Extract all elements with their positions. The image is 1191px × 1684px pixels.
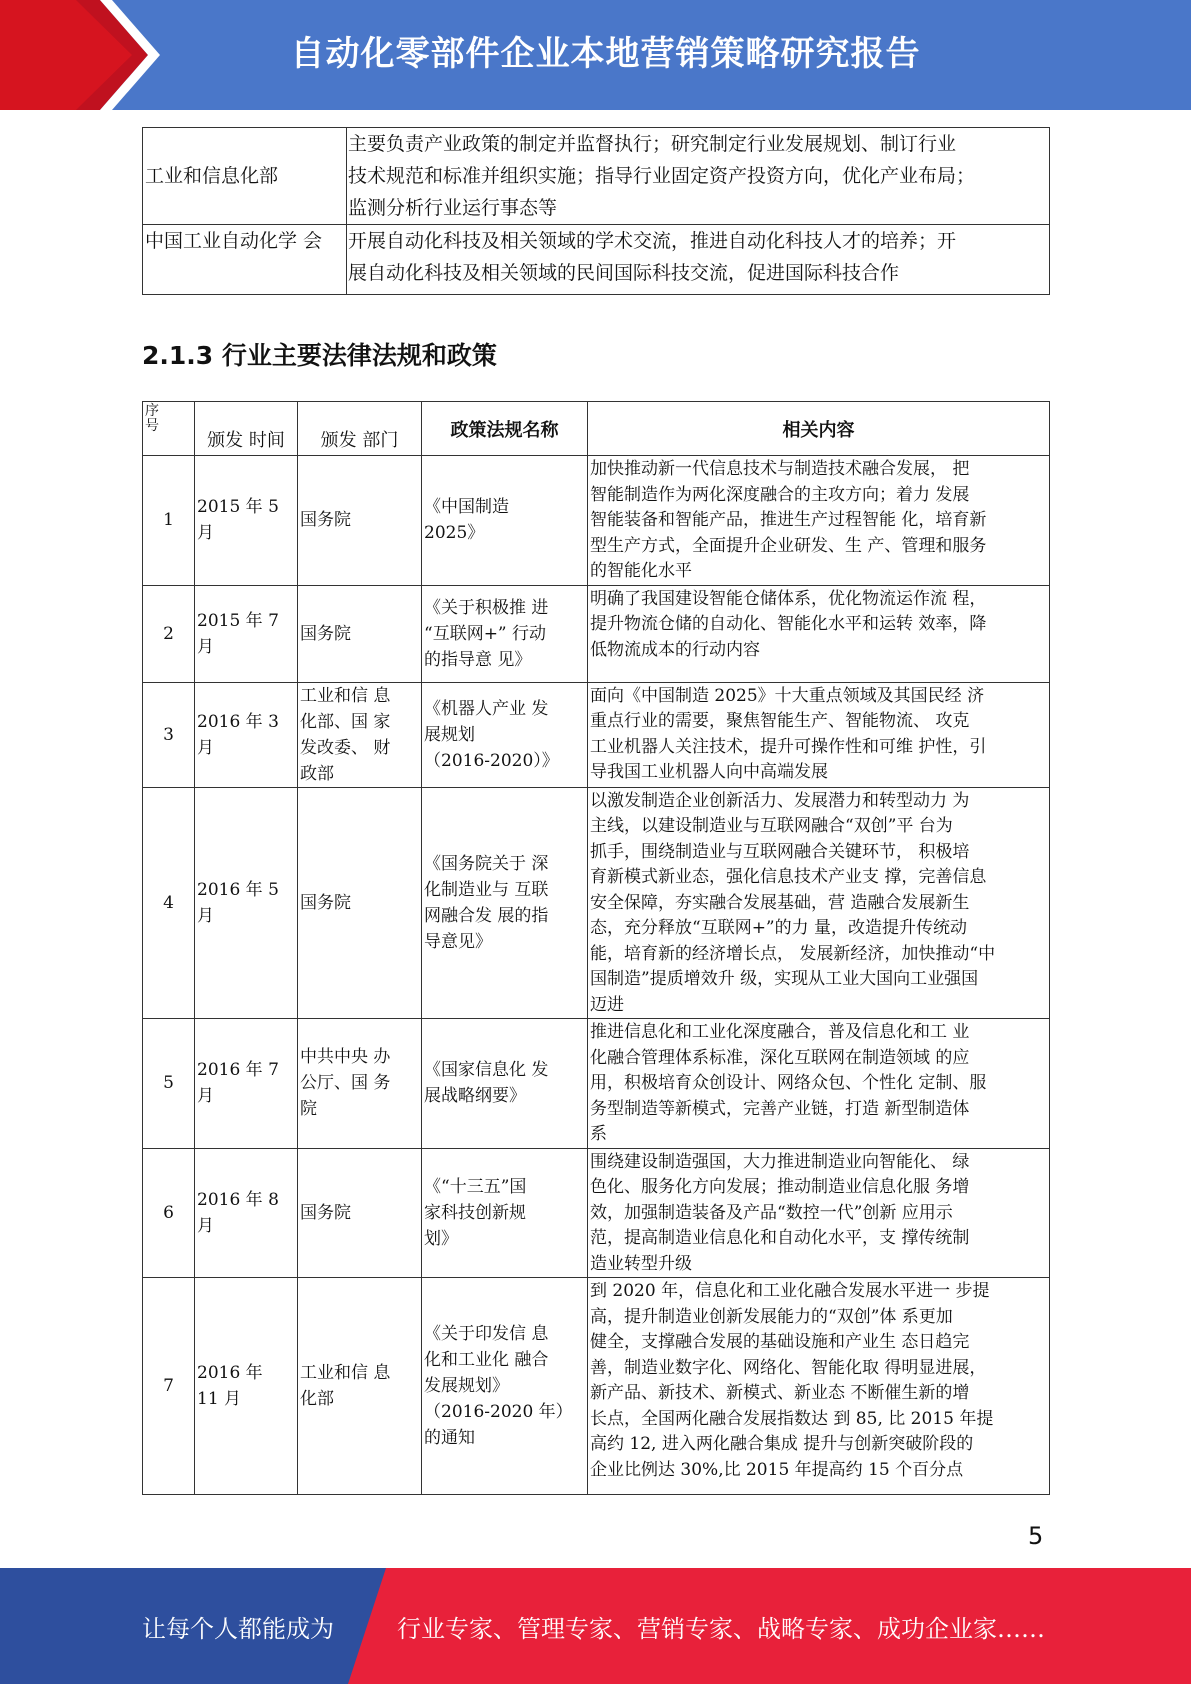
policy-content-line: 以激发制造企业创新活力、发展潜力和转型动力 为 xyxy=(590,790,970,811)
issue-time-line: 月 xyxy=(197,636,214,657)
issue-time-line: 11 月 xyxy=(197,1389,242,1409)
policy-content-line: 系 xyxy=(590,1124,607,1144)
policy-content-line: 到 2020 年，信息化和工业化融合发展水平进一 步提 xyxy=(590,1281,990,1301)
org-description-line: 展自动化科技及相关领域的民间国际科技交流，促进国际科技合作 xyxy=(348,262,900,284)
issuing-dept-line: 发改委、 财 xyxy=(300,737,391,758)
policy-name-line: 《机器人产业 发 xyxy=(424,698,549,719)
policy-content-line: 色化、服务化方向发展；推动制造业信息化服 务增 xyxy=(590,1177,970,1197)
header-banner xyxy=(0,0,1191,110)
policy-row xyxy=(143,1148,1050,1278)
policy-content-line: 提升物流仓储的自动化、智能化水平和运转 效率，降 xyxy=(590,614,987,634)
policy-name-line: 《中国制造 xyxy=(424,497,509,518)
issue-time xyxy=(195,1278,298,1495)
policy-content-line: 智能制造作为两化深度融合的主攻方向；着力 发展 xyxy=(590,484,970,505)
policy-row xyxy=(143,456,1050,586)
row-number: 3 xyxy=(143,682,195,787)
policy-name-line: 化制造业与 互联 xyxy=(424,879,549,900)
issuing-dept-line: 工业和信 息 xyxy=(300,685,391,706)
policy-table xyxy=(142,401,1050,1495)
issuing-dept xyxy=(298,682,422,787)
org-table xyxy=(142,127,1050,295)
policy-content-line: 化融合管理体系标准，深化互联网在制造领域 的应 xyxy=(590,1047,970,1068)
issue-time-line: 2016 年 5 xyxy=(197,879,279,900)
issuing-dept-line: 公厅、国 务 xyxy=(300,1073,391,1094)
header-name: 政策法规名称 xyxy=(422,402,588,456)
issue-time xyxy=(195,456,298,586)
policy-content xyxy=(588,1019,1050,1149)
policy-content-line: 高约 12, 进入两化融合集成 提升与创新突破阶段的 xyxy=(590,1434,974,1454)
policy-content xyxy=(588,456,1050,586)
policy-content-line: 善，制造业数字化、网络化、智能化取 得明显进展， xyxy=(590,1357,987,1378)
policy-name-line: 发展规划》 xyxy=(424,1376,509,1396)
policy-content-line: 国制造”提质增效升 级，实现从工业大国向工业强国 xyxy=(590,969,979,989)
org-name: 工业和信息化部 xyxy=(143,128,347,225)
policy-content-line: 围绕建设制造强国，大力推进制造业向智能化、 绿 xyxy=(590,1151,970,1172)
issue-time xyxy=(195,682,298,787)
policy-content-line: 安全保障，夯实融合发展基础，营 造融合发展新生 xyxy=(590,892,970,913)
policy-content-line: 明确了我国建设智能仓储体系，优化物流运作流 程， xyxy=(590,588,987,609)
policy-name xyxy=(422,1278,588,1495)
issuing-dept xyxy=(298,1148,422,1278)
org-name: 中国工业自动化学 会 xyxy=(143,225,347,295)
policy-name-line: 《国务院关于 深 xyxy=(424,853,549,874)
policy-content-line: 主线，以建设制造业与互联网融合“双创”平 台为 xyxy=(590,816,953,836)
policy-content-line: 迈进 xyxy=(590,994,624,1015)
issue-time-line: 2016 年 8 xyxy=(197,1189,279,1210)
row-number: 4 xyxy=(143,787,195,1019)
row-number: 7 xyxy=(143,1278,195,1495)
header-content: 相关内容 xyxy=(588,402,1050,456)
issue-time-line: 月 xyxy=(197,523,214,544)
policy-content-line: 智能装备和智能产品，推进生产过程智能 化，培育新 xyxy=(590,510,987,530)
policy-content-line: 导我国工业机器人向中高端发展 xyxy=(590,762,828,782)
footer-banner xyxy=(0,1568,1191,1684)
policy-content-line: 高，提升制造业创新发展能力的“双创”体 系更加 xyxy=(590,1306,953,1327)
issuing-dept xyxy=(298,456,422,586)
policy-content xyxy=(588,682,1050,787)
org-description-line: 开展自动化科技及相关领域的学术交流，推进自动化科技人才的培养；开 xyxy=(348,230,957,252)
policy-content-line: 面向《中国制造 2025》十大重点领域及其国民经 济 xyxy=(590,685,985,706)
policy-content-line: 重点行业的需要，聚焦智能生产、智能物流、 攻克 xyxy=(590,711,970,731)
policy-name-line: 《“十三五”国 xyxy=(424,1176,527,1197)
issuing-dept-line: 院 xyxy=(300,1099,317,1120)
policy-content-line: 育新模式新业态，强化信息技术产业支 撑，完善信息 xyxy=(590,867,987,887)
issue-time-line: 2016 年 3 xyxy=(197,711,279,732)
issuing-dept-line: 国务院 xyxy=(300,510,351,531)
policy-content-line: 效，加强制造装备及产品“数控一代”创新 应用示 xyxy=(590,1202,953,1223)
row-number: 6 xyxy=(143,1148,195,1278)
policy-content-line: 推进信息化和工业化深度融合，普及信息化和工 业 xyxy=(590,1022,970,1042)
policy-content-line: 企业比例达 30%,比 2015 年提高约 15 个百分点 xyxy=(590,1459,964,1480)
policy-content-line: 的智能化水平 xyxy=(590,561,692,581)
header-time: 颁发 时间 xyxy=(195,402,298,456)
issue-time-line: 月 xyxy=(197,1215,214,1236)
policy-name-line: 的通知 xyxy=(424,1428,475,1448)
header-no-line: 序 xyxy=(145,403,159,419)
policy-row xyxy=(143,1278,1050,1495)
row-number: 5 xyxy=(143,1019,195,1149)
policy-name-line: “互联网+” 行动 xyxy=(424,623,547,644)
org-description xyxy=(347,225,1050,295)
policy-name-line: 家科技创新规 xyxy=(424,1202,526,1223)
policy-name xyxy=(422,585,588,682)
policy-name-line: 化和工业化 融合 xyxy=(424,1350,549,1370)
page-number: 5 xyxy=(1028,1522,1044,1550)
issue-time xyxy=(195,787,298,1019)
issuing-dept-line: 化部、国 家 xyxy=(300,711,391,732)
section-title: 2.1.3 行业主要法律法规和政策 xyxy=(142,341,497,370)
policy-name-line: 的指导意 见》 xyxy=(424,649,532,670)
issue-time-line: 月 xyxy=(197,1086,214,1107)
policy-name-line: 2025》 xyxy=(424,523,485,544)
policy-content-line: 能，培育新的经济增长点， 发展新经济，加快推动“中 xyxy=(590,943,996,964)
org-description xyxy=(347,128,1050,225)
policy-header-row xyxy=(143,402,1050,456)
policy-name xyxy=(422,1019,588,1149)
policy-name-line: 网融合发 展的指 xyxy=(424,905,549,926)
issue-time-line: 2016 年 xyxy=(197,1363,263,1383)
policy-content-line: 用，积极培育众创设计、网络众包、个性化 定制、服 xyxy=(590,1073,987,1093)
org-description-line: 监测分析行业运行事态等 xyxy=(348,197,558,219)
issuing-dept xyxy=(298,1278,422,1495)
issuing-dept-line: 中共中央 办 xyxy=(300,1047,391,1068)
issuing-dept-line: 政部 xyxy=(300,763,334,784)
policy-row xyxy=(143,682,1050,787)
policy-name xyxy=(422,1148,588,1278)
footer-slogan-left: 让每个人都能成为 xyxy=(142,1615,334,1643)
policy-content-line: 工业机器人关注技术，提升可操作性和可维 护性，引 xyxy=(590,736,987,757)
policy-name-line: 《关于印发信 息 xyxy=(424,1324,549,1344)
org-row xyxy=(143,128,1050,225)
policy-content xyxy=(588,1148,1050,1278)
row-number: 2 xyxy=(143,585,195,682)
policy-content-line: 新产品、新技术、新模式、新业态 不断催生新的增 xyxy=(590,1383,970,1403)
policy-content-line: 型生产方式，全面提升企业研发、生 产、管理和服务 xyxy=(590,535,987,556)
row-number: 1 xyxy=(143,456,195,586)
footer-slogan-right: 行业专家、管理专家、营销专家、战略专家、成功企业家…… xyxy=(397,1615,1045,1643)
policy-name-line: （2016-2020 年） xyxy=(424,1402,573,1422)
issuing-dept-line: 国务院 xyxy=(300,623,351,644)
policy-content-line: 健全，支撑融合发展的基础设施和产业生 态日趋完 xyxy=(590,1332,970,1352)
policy-content-line: 低物流成本的行动内容 xyxy=(590,639,760,660)
policy-name-line: 《国家信息化 发 xyxy=(424,1060,549,1081)
policy-name xyxy=(422,456,588,586)
issuing-dept-line: 化部 xyxy=(300,1389,334,1409)
policy-name-line: 导意见》 xyxy=(424,931,492,952)
issue-time-line: 月 xyxy=(197,905,214,926)
issuing-dept-line: 工业和信 息 xyxy=(300,1363,391,1383)
policy-content-line: 态，充分释放“互联网+”的力 量，改造提升传统动 xyxy=(590,918,968,938)
issue-time-line: 2015 年 7 xyxy=(197,610,279,631)
policy-content-line: 造业转型升级 xyxy=(590,1253,692,1274)
policy-row xyxy=(143,787,1050,1019)
policy-row xyxy=(143,585,1050,682)
policy-name xyxy=(422,682,588,787)
policy-content xyxy=(588,787,1050,1019)
policy-name-line: 划》 xyxy=(424,1228,458,1249)
policy-content xyxy=(588,585,1050,682)
policy-content-line: 加快推动新一代信息技术与制造技术融合发展， 把 xyxy=(590,459,970,479)
policy-row xyxy=(143,1019,1050,1149)
org-description-line: 主要负责产业政策的制定并监督执行；研究制定行业发展规划、制订行业 xyxy=(348,133,957,155)
policy-name-line: 展规划 xyxy=(424,724,475,745)
issue-time-line: 2015 年 5 xyxy=(197,497,279,518)
policy-name-line: （2016-2020）》 xyxy=(424,750,559,771)
issuing-dept-line: 国务院 xyxy=(300,892,351,913)
issuing-dept-line: 国务院 xyxy=(300,1202,351,1223)
issue-time xyxy=(195,1019,298,1149)
header-no-line: 号 xyxy=(145,418,159,434)
policy-content-line: 长点，全国两化融合发展指数达 到 85, 比 2015 年提 xyxy=(590,1408,994,1429)
policy-content-line: 抓手，围绕制造业与互联网融合关键环节， 积极培 xyxy=(590,841,970,862)
org-description-line: 技术规范和标准并组织实施；指导行业固定资产投资方向，优化产业布局； xyxy=(348,165,976,187)
policy-name xyxy=(422,787,588,1019)
header-no xyxy=(143,402,195,456)
issue-time xyxy=(195,1148,298,1278)
issuing-dept xyxy=(298,787,422,1019)
header-dept: 颁发 部门 xyxy=(298,402,422,456)
report-title: 自动化零部件企业本地营销策略研究报告 xyxy=(290,34,921,74)
issue-time xyxy=(195,585,298,682)
policy-name-line: 展战略纲要》 xyxy=(424,1086,526,1107)
org-row xyxy=(143,225,1050,295)
policy-content xyxy=(588,1278,1050,1495)
issuing-dept xyxy=(298,585,422,682)
issue-time-line: 2016 年 7 xyxy=(197,1060,279,1081)
policy-content-line: 务型制造等新模式，完善产业链，打造 新型制造体 xyxy=(590,1098,970,1119)
issue-time-line: 月 xyxy=(197,737,214,758)
policy-content-line: 范，提高制造业信息化和自动化水平，支 撑传统制 xyxy=(590,1228,970,1248)
issuing-dept xyxy=(298,1019,422,1149)
policy-name-line: 《关于积极推 进 xyxy=(424,597,549,618)
